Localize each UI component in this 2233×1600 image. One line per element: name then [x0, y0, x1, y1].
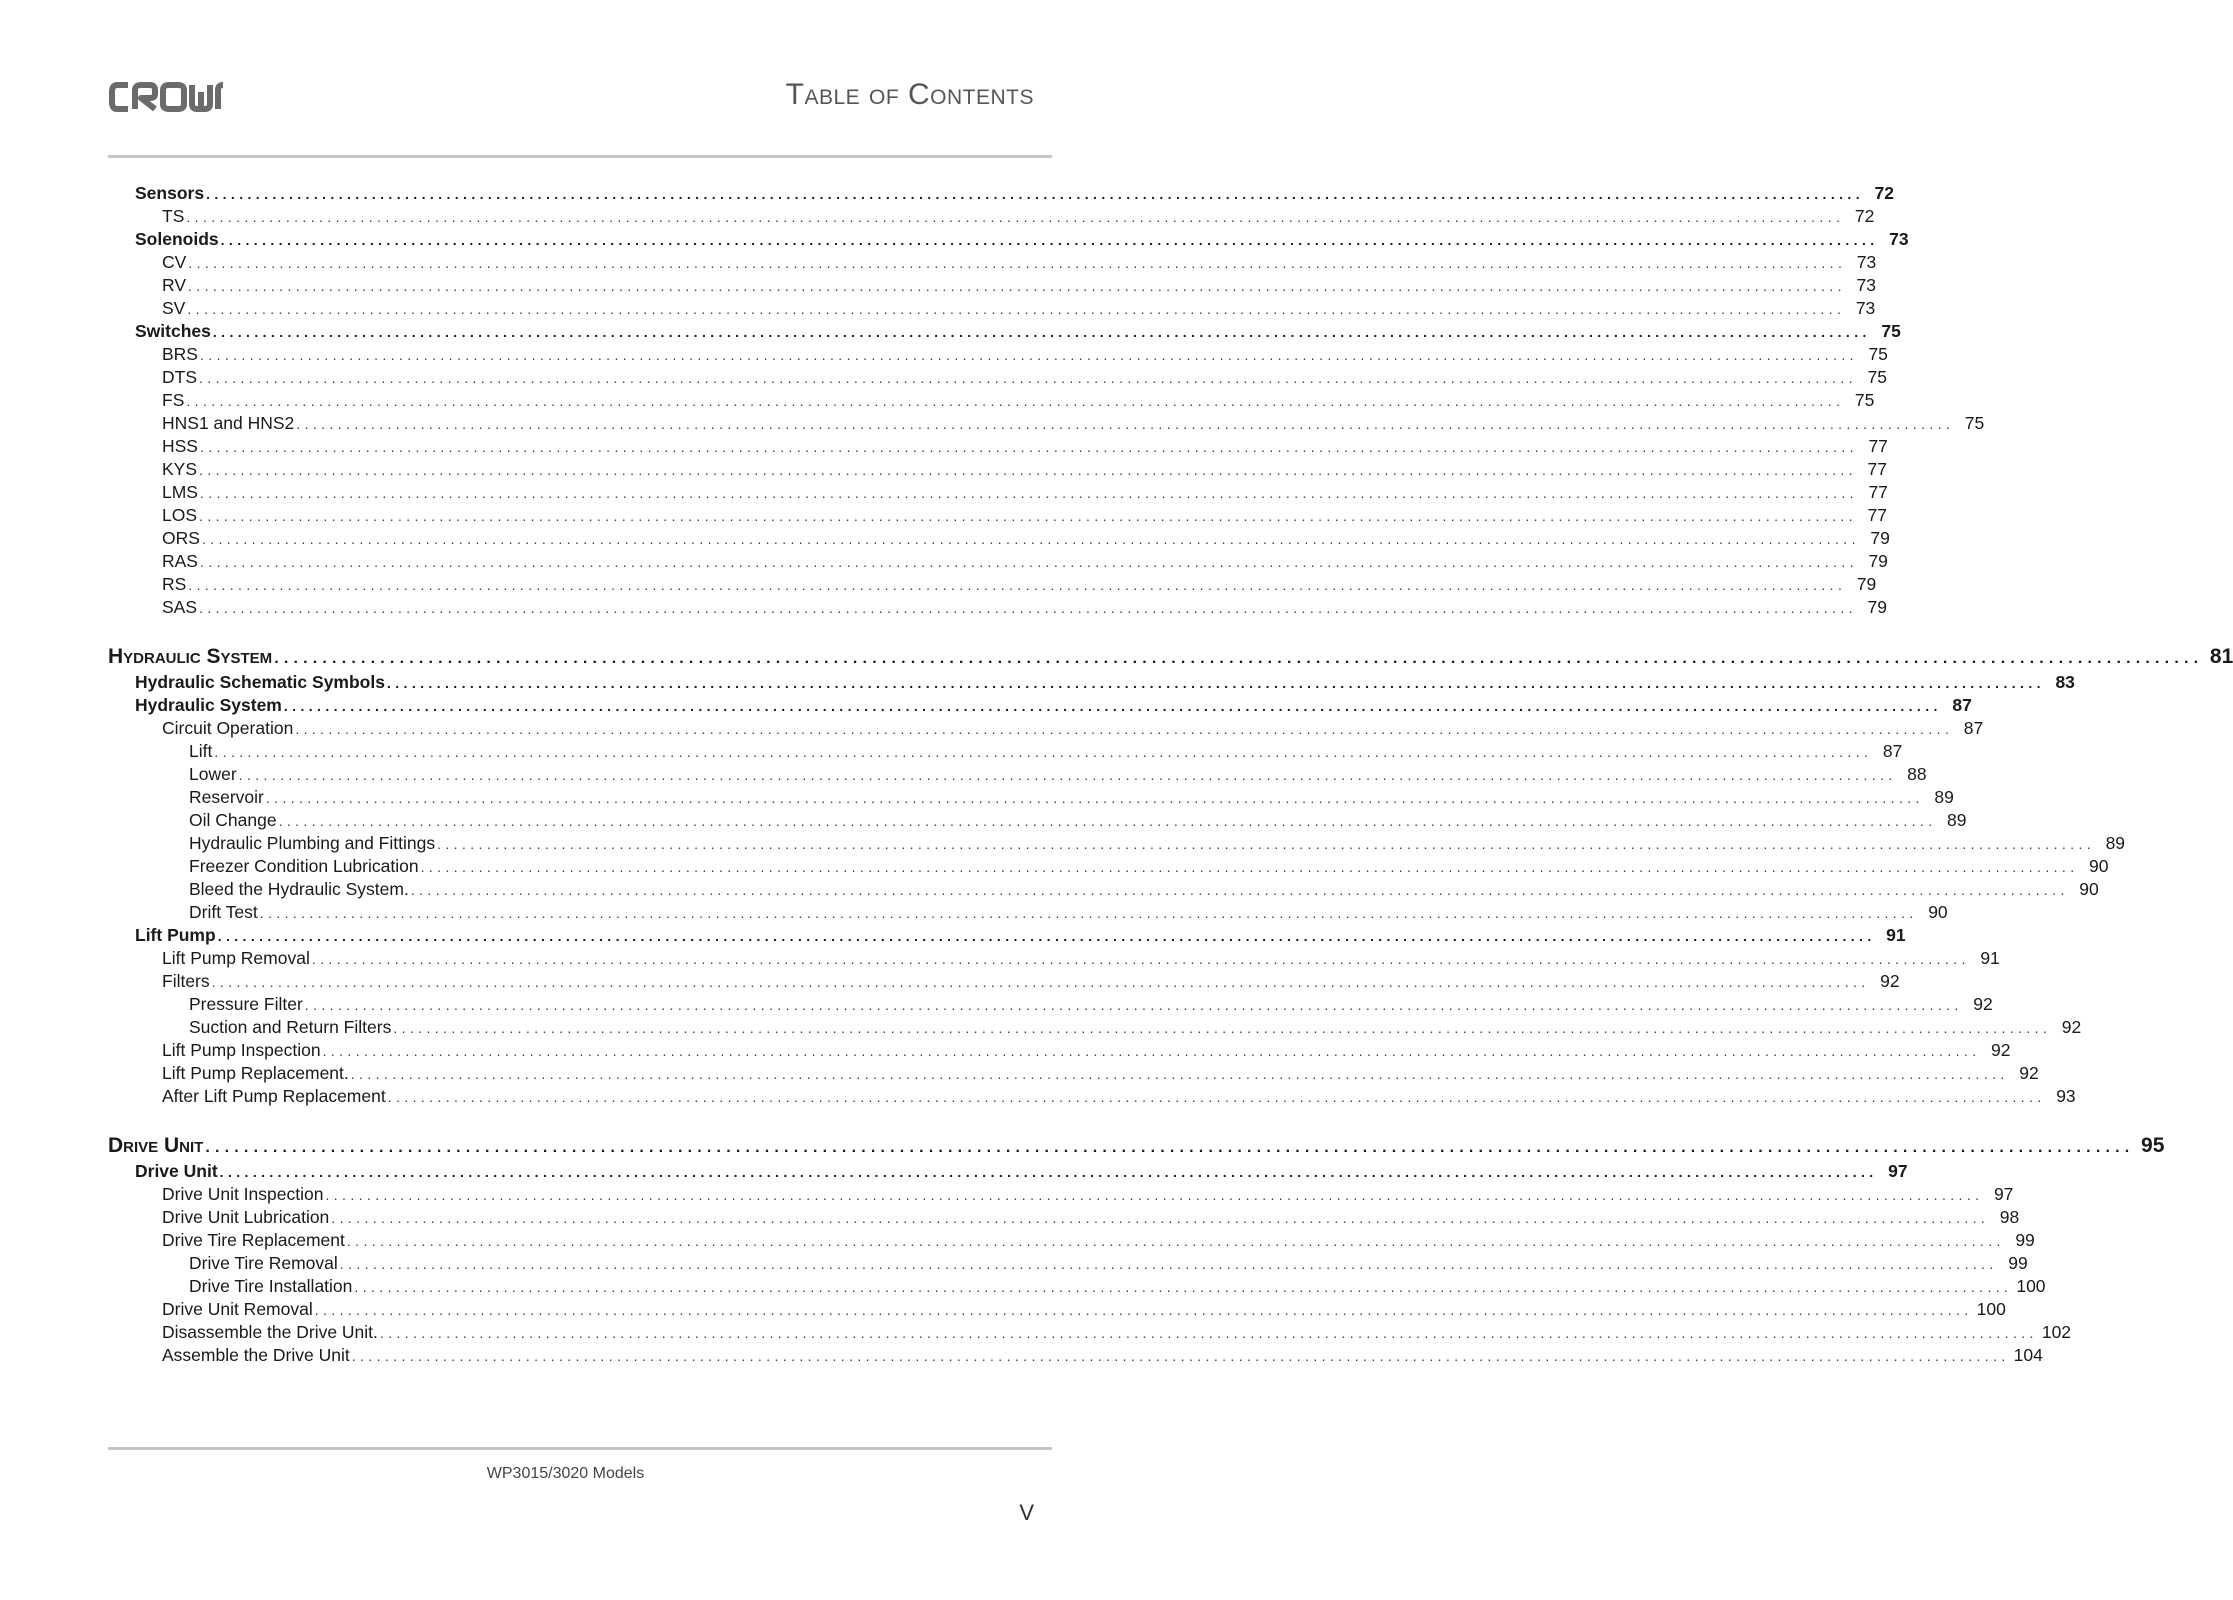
toc-subsection[interactable] — [108, 1252, 2028, 1275]
dot-leader: ........................................................................................................................................................................................................ — [410, 882, 2069, 898]
dot-leader: ........................................................................................................................................................................................................ — [331, 1210, 1990, 1226]
dot-leader: ........................................................................................................................................................................................................ — [212, 324, 1871, 340]
dot-leader: ........................................................................................................................................................................................................ — [393, 1020, 2052, 1036]
toc-entry-label: Switches — [135, 321, 211, 341]
toc-entry-page: 92 — [2019, 1063, 2039, 1083]
dot-leader: ........................................................................................................................................................................................................ — [339, 1256, 1998, 1272]
toc-subsection[interactable] — [108, 274, 1876, 297]
dot-leader: ........................................................................................................................................................................................................ — [387, 1089, 2046, 1105]
toc-section[interactable] — [108, 182, 1894, 205]
toc-entry-label: Sensors — [135, 183, 205, 203]
toc-entry-page: 90 — [1928, 902, 1948, 922]
toc-entry-label: Reservoir — [189, 787, 264, 807]
toc-entry-page: 92 — [1991, 1040, 2011, 1060]
toc-entry-label: Oil Change — [189, 810, 277, 830]
toc-subsection[interactable] — [108, 1229, 2035, 1252]
toc-subsection[interactable] — [108, 1062, 2039, 1085]
toc-entry-page: 72 — [1854, 206, 1875, 226]
toc-entry-label: Lower — [189, 764, 237, 784]
toc-entry-page: 87 — [1882, 741, 1903, 761]
toc-section[interactable] — [108, 320, 1901, 343]
toc-entry-label: HNS1 and HNS2 — [162, 413, 295, 433]
toc-entry-label: Lift — [189, 741, 213, 761]
toc-entry-page: 75 — [1854, 390, 1875, 410]
toc-entry-page: 90 — [2079, 879, 2099, 899]
toc-entry-page: 88 — [1907, 764, 1927, 784]
dot-leader: ........................................................................................................................................................................................................ — [354, 1279, 2013, 1295]
dot-leader: ........................................................................................................................................................................................................ — [199, 370, 1857, 386]
dot-leader: ........................................................................................................................................................................................................ — [186, 209, 1845, 225]
toc-entry-label: Drive Unit — [108, 1134, 204, 1157]
toc-entry-label: Drift Test — [189, 902, 258, 922]
toc-entry-page: 102 — [2041, 1322, 2072, 1342]
dot-leader: ........................................................................................................................................................................................................ — [217, 928, 1876, 944]
toc-entry-label: TS — [162, 206, 185, 226]
toc-entry-page: 100 — [2016, 1276, 2046, 1296]
dot-leader: ........................................................................................................................................................................................................ — [186, 393, 1845, 409]
toc-subsection[interactable] — [108, 251, 1877, 274]
dot-leader: ........................................................................................................................................................................................................ — [259, 905, 1918, 921]
toc-subsection[interactable] — [108, 947, 2000, 970]
toc-entry-page: 91 — [1980, 948, 2000, 968]
toc-subsection[interactable] — [108, 1344, 2043, 1367]
toc-entry-label: LMS — [162, 482, 198, 502]
toc-entry-page: 73 — [1855, 298, 1876, 318]
dot-leader: ........................................................................................................................................................................................................ — [188, 577, 1847, 593]
toc-subsection[interactable] — [108, 366, 1887, 389]
dot-leader: ........................................................................................................................................................................................................ — [199, 485, 1858, 501]
toc-entry-label: SAS — [162, 597, 198, 617]
toc-entry-page: 89 — [1947, 810, 1967, 830]
toc-entry-label: CV — [162, 252, 187, 272]
toc-subsection[interactable] — [108, 550, 1888, 573]
toc-entry-label: Drive Unit Inspection — [162, 1184, 324, 1204]
dot-leader: ........................................................................................................................................................................................................ — [219, 1164, 1878, 1180]
toc-entry-page: 77 — [1867, 505, 1887, 525]
dot-leader: ........................................................................................................................................................................................................ — [201, 531, 1860, 547]
toc-entry-label: Filters — [162, 971, 210, 991]
toc-section[interactable] — [108, 228, 1909, 251]
toc-entry-page: 77 — [1868, 482, 1888, 502]
toc-entry-page: 97 — [1993, 1184, 2014, 1204]
dot-leader: ........................................................................................................................................................................................................ — [188, 255, 1847, 271]
toc-entry-label: Circuit Operation — [162, 718, 294, 738]
toc-entry-page: 75 — [1964, 413, 1985, 433]
crown-logo — [108, 80, 226, 114]
dot-leader: ........................................................................................................................................................................................................ — [351, 1348, 2010, 1364]
toc-entry-page: 73 — [1889, 229, 1909, 249]
toc-entry-page: 90 — [2089, 856, 2109, 876]
toc-entry-page: 89 — [1934, 787, 1954, 807]
toc-subsection[interactable] — [108, 786, 1954, 809]
toc-subsection[interactable] — [108, 573, 1877, 596]
toc-subsection[interactable] — [108, 970, 1900, 993]
toc-entry-page: 93 — [2056, 1086, 2076, 1106]
toc-entry-label: RAS — [162, 551, 198, 571]
toc-entry-page: 79 — [1870, 528, 1890, 548]
toc-entry-label: Hydraulic Plumbing and Fittings — [189, 833, 436, 853]
toc-entry-page: 77 — [1868, 436, 1888, 456]
header-divider — [108, 155, 1052, 158]
toc-entry-label: Assemble the Drive Unit — [162, 1345, 350, 1365]
toc-entry-page: 92 — [2061, 1017, 2082, 1037]
toc-entry-page: 87 — [1952, 695, 1972, 715]
toc-subsection[interactable] — [108, 389, 1875, 412]
dot-leader: ........................................................................................................................................................................................................ — [199, 600, 1857, 616]
toc-entry-page: 73 — [1856, 252, 1877, 272]
toc-subsection[interactable] — [108, 527, 1890, 550]
toc-entry-label: Drive Unit Lubrication — [162, 1207, 330, 1227]
toc-entry-page: 79 — [1868, 551, 1888, 571]
toc-subsection[interactable] — [108, 1039, 2011, 1062]
toc-entry-label: Bleed the Hydraulic System. — [189, 879, 409, 899]
toc-entry-label: Hydraulic System — [108, 645, 273, 668]
dot-leader: ........................................................................................................................................................................................................ — [420, 859, 2079, 875]
footer-model-text: WP3015/3020 Models — [486, 1465, 645, 1482]
toc-entry-label: Lift Pump — [135, 925, 216, 945]
toc-entry-page: 99 — [2008, 1253, 2028, 1273]
toc-entry-page: 72 — [1874, 183, 1894, 203]
toc-subsection[interactable] — [108, 1321, 2072, 1344]
toc-subsection[interactable] — [108, 1298, 2006, 1321]
dot-leader: ........................................................................................................................................................................................................ — [187, 301, 1846, 317]
dot-leader: ........................................................................................................................................................................................................ — [437, 836, 2096, 852]
toc-entry-label: Lift Pump Removal — [162, 948, 310, 968]
toc-entry-page: 79 — [1856, 574, 1877, 594]
dot-leader: ........................................................................................................................................................................................................ — [346, 1233, 2005, 1249]
dot-leader: ........................................................................................................................................................................................................ — [283, 698, 1942, 714]
toc-entry-page: 104 — [2013, 1345, 2043, 1365]
toc-entry-page: 75 — [1868, 344, 1888, 364]
toc-section[interactable] — [108, 1160, 1908, 1183]
toc-entry-page: 87 — [1963, 718, 1984, 738]
toc-entry-page: 75 — [1867, 367, 1887, 387]
toc-entry-page: 98 — [1999, 1207, 2020, 1227]
dot-leader: ........................................................................................................................................................................................................ — [199, 508, 1857, 524]
dot-leader: ........................................................................................................................................................................................................ — [214, 744, 1873, 760]
toc-entry-label: Drive Tire Replacement — [162, 1230, 345, 1250]
toc-entry-page: 83 — [2055, 672, 2075, 692]
dot-leader: ........................................................................................................................................................................................................ — [206, 186, 1864, 202]
toc-entry-label: Lift Pump Replacement. — [162, 1063, 349, 1083]
toc-entry-label: BRS — [162, 344, 198, 364]
toc-subsection[interactable] — [108, 205, 1875, 228]
toc-entry-label: Drive Unit Removal — [162, 1299, 313, 1319]
dot-leader: ........................................................................................................................................................................................................ — [199, 462, 1857, 478]
dot-leader: ........................................................................................................................................................................................................ — [188, 278, 1846, 294]
dot-leader: ........................................................................................................................................................................................................ — [199, 439, 1858, 455]
dot-leader: ........................................................................................................................................................................................................ — [295, 721, 1954, 737]
toc-subsection[interactable] — [108, 343, 1888, 366]
toc-subsection[interactable] — [108, 435, 1888, 458]
toc-section[interactable] — [108, 694, 1972, 717]
dot-leader: ........................................................................................................................................................................................................ — [304, 997, 1963, 1013]
toc-section[interactable] — [108, 671, 2075, 694]
table-of-contents — [108, 182, 2233, 1367]
toc-subsection[interactable] — [108, 763, 1927, 786]
toc-entry-page: 81 — [2209, 645, 2233, 668]
toc-entry-label: Hydraulic System — [135, 695, 282, 715]
toc-subsection[interactable] — [108, 1206, 2020, 1229]
toc-entry-label: Solenoids — [135, 229, 219, 249]
toc-entry-page: 92 — [1880, 971, 1900, 991]
toc-entry-page: 100 — [1976, 1299, 2006, 1319]
toc-entry-page: 77 — [1867, 459, 1887, 479]
toc-subsection[interactable] — [108, 1183, 2014, 1206]
toc-entry-page: 73 — [1856, 275, 1876, 295]
toc-subsection[interactable] — [108, 1016, 2082, 1039]
dot-leader: ........................................................................................................................................................................................................ — [274, 650, 2204, 667]
dot-leader: ........................................................................................................................................................................................................ — [350, 1066, 2009, 1082]
toc-entry-label: Drive Unit — [135, 1161, 218, 1181]
toc-subsection[interactable] — [108, 993, 1993, 1016]
toc-entry-label: LOS — [162, 505, 198, 525]
toc-entry-page: 75 — [1881, 321, 1901, 341]
toc-subsection[interactable] — [108, 832, 2126, 855]
dot-leader: ........................................................................................................................................................................................................ — [325, 1187, 1984, 1203]
toc-subsection[interactable] — [108, 809, 1967, 832]
toc-entry-label: After Lift Pump Replacement — [162, 1086, 386, 1106]
toc-entry-label: KYS — [162, 459, 198, 479]
toc-entry-label: RV — [162, 275, 186, 295]
dot-leader: ........................................................................................................................................................................................................ — [311, 951, 1970, 967]
dot-leader: ........................................................................................................................................................................................................ — [296, 416, 1955, 432]
toc-subsection[interactable] — [108, 901, 1948, 924]
toc-subsection[interactable] — [108, 297, 1876, 320]
toc-entry-page: 99 — [2015, 1230, 2035, 1250]
dot-leader: ........................................................................................................................................................................................................ — [314, 1302, 1973, 1318]
toc-entry-page: 95 — [2141, 1134, 2165, 1157]
page-number: V — [1019, 1500, 1034, 1525]
toc-entry-label: Freezer Condition Lubrication — [189, 856, 419, 876]
toc-subsection[interactable] — [108, 458, 1887, 481]
dot-leader: ........................................................................................................................................................................................................ — [322, 1043, 1981, 1059]
dot-leader: ........................................................................................................................................................................................................ — [211, 974, 1870, 990]
toc-subsection[interactable] — [108, 855, 2109, 878]
toc-entry-page: 91 — [1886, 925, 1906, 945]
toc-entry-label: Drive Tire Installation — [189, 1276, 353, 1296]
footer-divider — [108, 1447, 1052, 1450]
page-title: Table of Contents — [785, 78, 1034, 111]
toc-entry-label: Disassemble the Drive Unit. — [162, 1322, 378, 1342]
toc-entry-label: RS — [162, 574, 187, 594]
toc-subsection[interactable] — [108, 740, 1903, 763]
toc-subsection[interactable] — [108, 1085, 2076, 1108]
toc-subsection[interactable] — [108, 878, 2099, 901]
toc-entry-label: ORS — [162, 528, 200, 548]
dot-leader: ........................................................................................................................................................................................................ — [199, 554, 1858, 570]
toc-chapter[interactable] — [108, 1132, 2165, 1160]
toc-entry-label: Pressure Filter — [189, 994, 303, 1014]
dot-leader: ........................................................................................................................................................................................................ — [220, 232, 1879, 248]
dot-leader: ........................................................................................................................................................................................................ — [386, 675, 2045, 691]
dot-leader: ........................................................................................................................................................................................................ — [205, 1139, 2135, 1156]
toc-entry-label: FS — [162, 390, 185, 410]
toc-subsection[interactable] — [108, 481, 1888, 504]
toc-subsection[interactable] — [108, 1275, 2046, 1298]
toc-entry-label: SV — [162, 298, 186, 318]
toc-entry-label: HSS — [162, 436, 198, 456]
dot-leader: ........................................................................................................................................................................................................ — [265, 790, 1924, 806]
toc-entry-label: Drive Tire Removal — [189, 1253, 338, 1273]
dot-leader: ........................................................................................................................................................................................................ — [238, 767, 1897, 783]
toc-entry-label: Hydraulic Schematic Symbols — [135, 672, 385, 692]
toc-entry-label: Suction and Return Filters — [189, 1017, 392, 1037]
toc-section[interactable] — [108, 924, 1906, 947]
toc-chapter[interactable] — [108, 643, 2233, 671]
toc-subsection[interactable] — [108, 717, 1984, 740]
toc-entry-label: Lift Pump Inspection — [162, 1040, 321, 1060]
toc-entry-page: 97 — [1888, 1161, 1908, 1181]
toc-entry-page: 79 — [1867, 597, 1887, 617]
dot-leader: ........................................................................................................................................................................................................ — [199, 347, 1858, 363]
toc-subsection[interactable] — [108, 412, 1985, 435]
dot-leader: ........................................................................................................................................................................................................ — [379, 1325, 2038, 1341]
toc-subsection[interactable] — [108, 504, 1887, 527]
dot-leader: ........................................................................................................................................................................................................ — [278, 813, 1937, 829]
toc-entry-page: 92 — [1973, 994, 1993, 1014]
toc-entry-page: 89 — [2105, 833, 2126, 853]
toc-subsection[interactable] — [108, 596, 1887, 619]
toc-entry-label: DTS — [162, 367, 197, 387]
